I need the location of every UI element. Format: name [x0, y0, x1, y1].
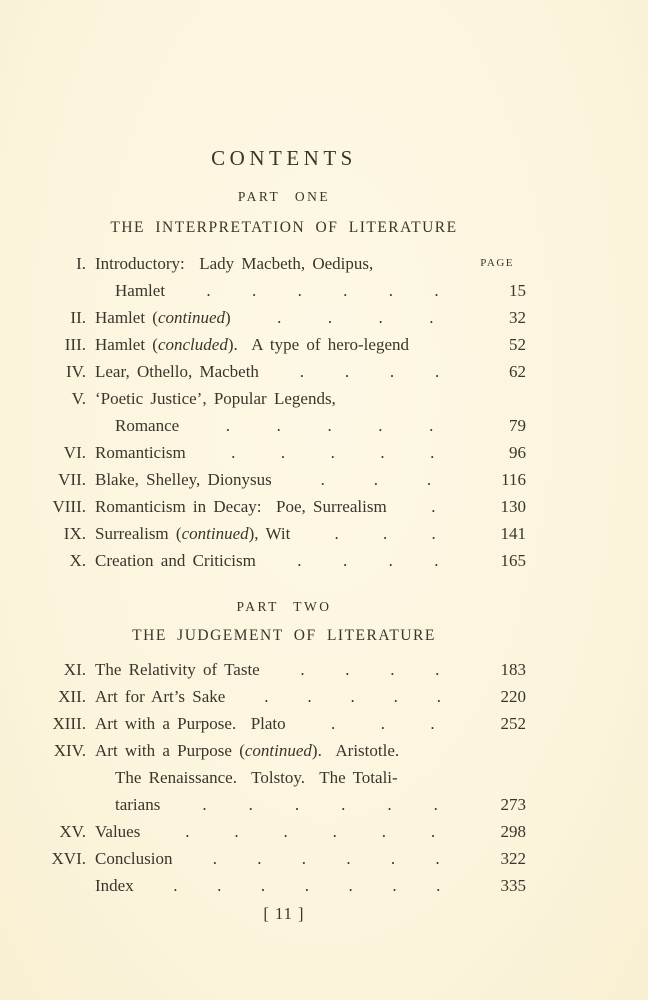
leader-dot: .: [297, 551, 302, 570]
leader-dot: .: [344, 362, 350, 381]
entry-page-number: 252: [500, 714, 526, 733]
entry-title: [95, 520, 480, 547]
entry-title-text: The Relativity of Taste: [95, 660, 260, 679]
entry-page-column: [480, 818, 532, 845]
leader-dots: [259, 358, 480, 385]
leader-dots: [140, 818, 480, 845]
leader-dot: .: [348, 876, 353, 895]
entry-title: [95, 656, 480, 683]
entry-page-number: 62: [509, 362, 526, 381]
part-two-section: [36, 600, 532, 899]
leader-dot: .: [225, 416, 231, 435]
leader-dot: .: [381, 822, 386, 841]
leader-dot: .: [430, 822, 436, 841]
leader-dot: .: [378, 416, 383, 435]
entry-numeral: IX.: [63, 524, 86, 543]
leader-dot: .: [248, 795, 253, 814]
entry-title-line: Art with a Purpose (continued). Aristotle.: [95, 741, 400, 760]
entry-page-column: [480, 358, 532, 385]
entry-page-column: [480, 250, 532, 304]
leader-dot: .: [435, 660, 440, 679]
entry-page-number: 15: [509, 281, 526, 300]
entry-title-last-line: [95, 656, 480, 683]
leader-dot: .: [431, 524, 436, 543]
entry-title: [95, 845, 480, 872]
entry-title-last-line: [95, 872, 480, 899]
entry-title-text: Index: [95, 876, 134, 895]
entry-title-text: Surrealism (continued), Wit: [95, 524, 291, 543]
entry-page-column: [480, 439, 532, 466]
entry-title: [95, 818, 480, 845]
entry-page-number: 141: [500, 524, 526, 543]
entry-page-number: 273: [500, 795, 526, 814]
leader-dot: .: [320, 470, 325, 489]
entry-title-text: Blake, Shelley, Dionysus: [95, 470, 272, 489]
entry-page-column: [480, 385, 532, 439]
leader-dot: .: [343, 281, 348, 300]
entry-title-text: Romanticism in Decay: Poe, Surrealism: [95, 497, 387, 516]
entry-title-text: Conclusion: [95, 849, 173, 868]
toc-entry: [36, 818, 532, 845]
entry-title-last-line: [95, 304, 480, 331]
leader-dot: .: [257, 849, 262, 868]
entry-title: [95, 250, 480, 304]
toc-entry: [36, 547, 532, 574]
entry-title: [95, 493, 480, 520]
leader-dot: .: [283, 822, 288, 841]
toc-entry: [36, 737, 532, 818]
toc-entry: [36, 385, 532, 439]
leader-dot: .: [280, 443, 286, 462]
leader-dot: .: [393, 687, 398, 706]
entry-title-last-line: [95, 331, 480, 358]
leader-dot: .: [436, 876, 441, 895]
entry-numeral: XII.: [58, 687, 86, 706]
entry-numeral: I.: [76, 254, 86, 273]
leader-dot: .: [202, 795, 207, 814]
toc-entry: [36, 710, 532, 737]
toc-entry: [36, 683, 532, 710]
entry-title-text: Creation and Criticism: [95, 551, 256, 570]
leader-dots: [134, 872, 480, 899]
leader-dots: [256, 547, 480, 574]
entry-page-number: 52: [509, 335, 526, 354]
toc-entry: [36, 493, 532, 520]
entry-numeral: XIII.: [52, 714, 86, 733]
entry-title: [95, 683, 480, 710]
leader-dot: .: [234, 822, 239, 841]
leader-dot: .: [299, 362, 304, 381]
part-one-label: PART ONE: [237, 189, 331, 204]
leader-dot: .: [435, 849, 440, 868]
toc-entry: [36, 845, 532, 872]
leader-dot: .: [389, 362, 395, 381]
toc-entry: [36, 520, 532, 547]
entry-title-text: Art with a Purpose. Plato: [95, 714, 286, 733]
leader-dots: [165, 277, 480, 304]
entry-title-last-line: [95, 845, 480, 872]
entry-title-text: Values: [95, 822, 141, 841]
entry-title-last-line: [95, 358, 480, 385]
folio-page-number: [ 11 ]: [263, 904, 305, 923]
entry-page-number: 220: [500, 687, 526, 706]
entry-page-number: 335: [500, 876, 526, 895]
entry-numeral: VI.: [63, 443, 86, 462]
entry-page-number: 298: [500, 822, 526, 841]
entry-title-line: ‘Poetic Justice’, Popular Legends,: [95, 389, 336, 408]
leader-dot: .: [307, 687, 312, 706]
entry-title-last-line: [95, 520, 480, 547]
leader-dot: .: [430, 714, 435, 733]
leader-dot: .: [332, 822, 337, 841]
leader-dot: .: [430, 443, 435, 462]
leader-dot: .: [392, 876, 397, 895]
leader-dot: .: [212, 849, 217, 868]
entry-page-column: [480, 656, 532, 683]
entry-page-column: [480, 737, 532, 818]
leader-dot: .: [297, 281, 302, 300]
entry-page-column: [480, 872, 532, 899]
part-two-heading: THE JUDGEMENT OF LITERATURE: [132, 627, 436, 644]
leader-dot: .: [436, 687, 442, 706]
toc-entry: [36, 304, 532, 331]
entry-title-last-line: [95, 493, 480, 520]
entry-page-column: [480, 331, 532, 358]
entry-page-number: 130: [500, 497, 526, 516]
leader-dots: [260, 656, 480, 683]
leader-dots: [387, 493, 480, 520]
entry-numeral: XVI.: [51, 849, 86, 868]
entry-title-line: Introductory: Lady Macbeth, Oedipus,: [95, 254, 374, 273]
leader-dots: [172, 845, 480, 872]
entry-title: [95, 466, 480, 493]
toc-entry: [36, 250, 532, 304]
entry-title: [95, 385, 480, 439]
entry-page-number: 96: [509, 443, 526, 462]
entry-title-last-line: [95, 277, 480, 304]
leader-dots: [160, 791, 480, 818]
toc-entry: [36, 656, 532, 683]
leader-dot: .: [378, 308, 383, 327]
leader-dot: .: [434, 281, 439, 300]
entry-title: [95, 358, 480, 385]
leader-dot: .: [429, 308, 434, 327]
leader-dots: [272, 466, 480, 493]
leader-dot: .: [380, 443, 385, 462]
leader-dot: .: [390, 849, 396, 868]
leader-dot: .: [327, 308, 333, 327]
entry-numeral: II.: [70, 308, 86, 327]
leader-dot: .: [387, 795, 392, 814]
entry-title: [95, 547, 480, 574]
leader-dot: .: [331, 714, 336, 733]
entry-title-last-line: [95, 791, 480, 818]
entry-title-last-line: [95, 818, 480, 845]
entry-title-text: Romanticism: [95, 443, 186, 462]
leader-dot: .: [304, 876, 309, 895]
leader-dot: .: [251, 281, 257, 300]
leader-dot: .: [301, 849, 307, 868]
entry-page-number: 32: [509, 308, 526, 327]
entry-title: [95, 737, 480, 818]
entry-numeral: III.: [64, 335, 86, 354]
leader-dot: .: [334, 524, 339, 543]
entry-page-number: 322: [500, 849, 526, 868]
leader-dots: [290, 520, 480, 547]
leader-dot: .: [231, 443, 236, 462]
leader-dot: .: [327, 416, 332, 435]
entry-page-number: 116: [501, 470, 526, 489]
leader-dots: [286, 710, 480, 737]
entry-page-column: [480, 466, 532, 493]
entry-numeral: XIV.: [53, 741, 86, 760]
leader-dot: .: [277, 308, 282, 327]
leader-dots: [231, 304, 480, 331]
leader-dot: .: [350, 687, 355, 706]
leader-dots: [179, 412, 480, 439]
part-two-label: PART TWO: [236, 599, 332, 614]
entry-title-last-line: [95, 439, 480, 466]
part-two-entries: [36, 656, 532, 899]
leader-dot: .: [434, 551, 439, 570]
entry-title: [95, 439, 480, 466]
leader-dots: [186, 439, 480, 466]
part-one-heading: THE INTERPRETATION OF LITERATURE: [110, 219, 458, 236]
toc-entry: [36, 439, 532, 466]
entry-page-number: 183: [500, 660, 526, 679]
leader-dots: [409, 331, 480, 358]
leader-dot: .: [206, 281, 211, 300]
entry-title-last-line: [95, 710, 480, 737]
leader-dot: .: [380, 714, 385, 733]
entry-page-column: [480, 304, 532, 331]
entry-numeral: VII.: [58, 470, 86, 489]
entry-numeral: V.: [71, 389, 86, 408]
entry-title-text: Lear, Othello, Macbeth: [95, 362, 259, 381]
entry-numeral: IV.: [66, 362, 86, 381]
leader-dot: .: [429, 416, 434, 435]
toc-entry: [36, 466, 532, 493]
leader-dot: .: [276, 416, 281, 435]
entry-title: [95, 872, 480, 899]
leader-dot: .: [346, 849, 351, 868]
entry-numeral: VIII.: [52, 497, 86, 516]
leader-dots: [225, 683, 480, 710]
leader-dot: .: [434, 362, 440, 381]
leader-dot: .: [330, 443, 335, 462]
contents-block: [36, 146, 532, 926]
leader-dot: .: [383, 524, 388, 543]
entry-page-column: [480, 520, 532, 547]
entry-title-text: tarians: [115, 795, 161, 814]
leader-dot: .: [388, 551, 393, 570]
entry-title-last-line: [95, 683, 480, 710]
entry-title-text: Hamlet (concluded). A type of hero-legend: [95, 335, 409, 354]
entry-page-column: [480, 845, 532, 872]
entry-title: [95, 331, 480, 358]
leader-dot: .: [300, 660, 305, 679]
entry-title: [95, 304, 480, 331]
entry-title-text: Hamlet (continued): [95, 308, 231, 327]
entry-title-last-line: [95, 547, 480, 574]
entry-page-number: 79: [509, 416, 526, 435]
entry-page-number: 165: [500, 551, 526, 570]
entry-title-text: Art for Art’s Sake: [95, 687, 226, 706]
leader-dot: .: [217, 876, 222, 895]
leader-dot: .: [373, 470, 378, 489]
leader-dot: .: [185, 822, 190, 841]
entry-title-text: Hamlet: [115, 281, 166, 300]
part-one-entries: [36, 250, 532, 574]
leader-dot: .: [341, 795, 346, 814]
leader-dot: .: [431, 497, 436, 516]
leader-dot: .: [433, 795, 438, 814]
entry-numeral: XV.: [59, 822, 86, 841]
page-title: CONTENTS: [211, 146, 357, 170]
leader-dot: .: [426, 470, 432, 489]
leader-dot: .: [345, 660, 350, 679]
toc-entry: [36, 358, 532, 385]
entry-numeral: XI.: [63, 660, 86, 679]
leader-dot: .: [264, 687, 269, 706]
leader-dot: .: [388, 281, 394, 300]
toc-entry: [36, 872, 532, 899]
leader-dot: .: [294, 795, 300, 814]
part-one-section: [36, 190, 532, 574]
entry-title-last-line: [95, 412, 480, 439]
entry-title: [95, 710, 480, 737]
entry-title-line: The Renaissance. Tolstoy. The Totali-: [115, 768, 398, 787]
entry-numeral: X.: [69, 551, 86, 570]
entry-title-text: Romance: [115, 416, 180, 435]
toc-entry: [36, 331, 532, 358]
leader-dot: .: [260, 876, 266, 895]
entry-page-column: [480, 710, 532, 737]
entry-page-column: [480, 493, 532, 520]
leader-dot: .: [173, 876, 178, 895]
entry-title-last-line: [95, 466, 480, 493]
page-column-header: PAGE: [480, 257, 514, 269]
entry-page-column: [480, 547, 532, 574]
leader-dot: .: [342, 551, 348, 570]
leader-dot: .: [390, 660, 395, 679]
entry-page-column: [480, 683, 532, 710]
